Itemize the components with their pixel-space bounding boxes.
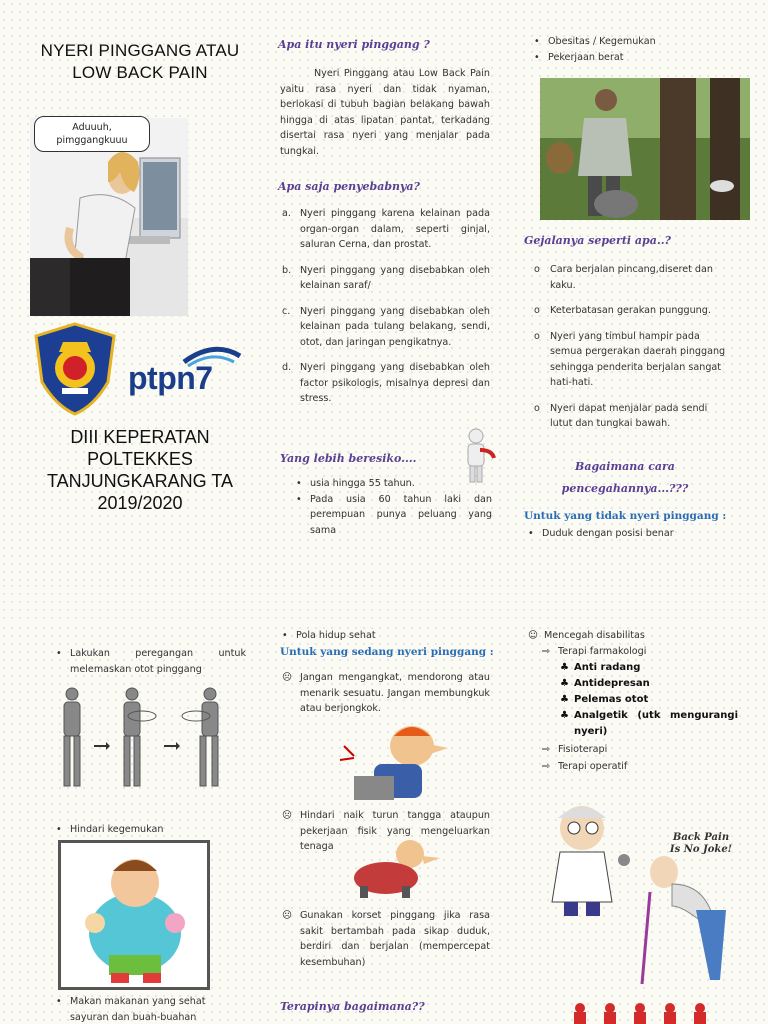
p2c1-list-a [56,646,246,677]
cause-item [282,206,490,253]
prevent-disability-item: ☺ Mencegah disabilitas [528,630,645,641]
cover-title: NYERI PINGGANG ATAU LOW BACK PAIN [40,41,240,82]
stretching-illustration [50,684,236,796]
therapy-item: ⇨ Fisioterapi [542,743,608,755]
therapy-sub-item: ♣ Pelemas otot [560,693,649,705]
p2c2-first-list [282,628,492,644]
risk-item: • Pada usia 60 tahun laki dan perempuan punya peluang yang sama [296,493,492,536]
ptpn7-logo-text: ptpn7 [128,360,213,396]
what-heading: Apa itu nyeri pinggang ? [278,38,430,51]
prevent-heading: Bagaimana cara pencegahannya...??? [561,460,689,495]
pain-item: ☹ Jangan mengangkat, mendorong atau menarik sesuatu. Jangan membungkuk atau berjongkok. [282,672,490,714]
cause-item [282,360,490,407]
cause-item [282,263,490,294]
pain-item: ☹ Hindari naik turun tangga ataupun pekerjaan fisik yang mengeluarkan tenaga [282,810,490,852]
what-text: Nyeri Pinggang atau Low Back Pain yaitu rasa nyeri dan tidak nyaman, berlokasi di tubuh bagian belakang bawah hingga di atas lipatan pantat, terkadang disertai rasa nyeri yang menjalar pada tungkai. [280,68,490,157]
old-man-cartoon [636,830,736,990]
symptom-item: o Nyeri dapat menjalar pada sendi lutut dan tungkai bawah. [534,402,708,429]
org-title: DIII KEPERATAN POLTEKKES TANJUNGKARANG TA 2019/2020 [46,427,234,513]
prevent-disability-list [528,628,738,644]
cause-mark: a. [282,208,291,219]
lifting-man-cartoon [346,834,446,900]
risk-item: • usia hingga 55 tahun. [296,478,415,489]
therapy-sub-item: ♣ Analgetik (utk mengurangi nyeri) [560,709,738,737]
pain-list-a [282,670,490,717]
no-pain-heading: Untuk yang tidak nyeri pinggang : [524,510,727,522]
pain-heading: Untuk yang sedang nyeri pinggang : [280,646,494,658]
no-pain-item: • Duduk dengan posisi benar [528,528,674,539]
ptpn7-logo [126,344,244,404]
rubber-tapper-photo [540,78,750,220]
p2c2-first-item: • Pola hidup sehat [282,630,376,641]
therapy-sub-item: ♣ Anti radang [560,661,641,673]
cause-text: Nyeri pinggang yang disebabkan oleh kelainan saraf/ [300,264,490,291]
p2c1-item: • Hindari kegemukan [56,824,164,835]
cause-item [282,304,490,351]
cause-mark: b. [282,264,292,276]
cause-mark: d. [282,362,292,373]
cause-text: Nyeri pinggang yang disebabkan oleh kelainan pada tulang belakang, sendi, otot, dan jaringan pengikatnya. [300,305,490,348]
risk-more-item: • Pekerjaan berat [534,51,624,63]
therapy-sub-list [542,660,738,740]
risk-list [296,476,492,538]
angry-man-cartoon [334,716,458,810]
causes-list [282,206,490,407]
symptoms-list [534,262,732,432]
symptom-item: o Nyeri yang timbul hampir pada semua pergerakan daerah pinggang sehingga penderita berjalan sangat hati-hati. [534,330,726,388]
speech-bubble-text: Aduuuh, pimggangkuuu [56,122,128,146]
therapy-heading: Terapinya bagaimana?? [280,1000,425,1013]
risk-heading: Yang lebih beresiko.... [280,452,417,465]
p2c1-list-b [56,822,246,838]
fat-boy-cartoon [58,840,210,990]
symptom-item: o Keterbatasan gerakan punggung. [534,305,711,316]
p2c1-item: • Lakukan peregangan untuk melemaskan otot pinggang [56,648,246,675]
causes-heading: Apa saja penyebabnya? [278,180,420,193]
cartoon-caption: Back Pain Is No Joke! [669,832,733,855]
speech-bubble [34,116,150,152]
therapy-item: ⇨ Terapi operatif [542,761,628,772]
p2c1-item: • Makan makanan yang sehat sayuran dan buah-buahan [56,996,206,1023]
risk-more-item: • Obesitas / Kegemukan [534,36,656,47]
poltekkes-logo [34,322,116,416]
symptom-item: o Cara berjalan pincang,diseret dan kaku. [534,264,713,291]
therapy-item: ⇨ Terapi farmakologi [542,646,647,657]
therapy-sub-item: ♣ Antidepresan [560,677,650,689]
cause-text: Nyeri pinggang karena kelainan pada organ-organ dalam, seperti ginjal, saluran Cerna, dan prostat. [300,208,490,250]
p2c1-list-c [56,994,246,1024]
doctor-cartoon [540,800,640,922]
pain-list-c [282,908,490,970]
cause-mark: c. [282,305,291,317]
risk-more-list [534,34,734,65]
cause-text: Nyeri pinggang yang disebabkan oleh factor psikologis, misalnya depresi dan stress. [300,362,490,404]
symptoms-heading: Gejalanya seperti apa..? [524,234,671,247]
page-divider [0,582,768,622]
pain-item: ☹ Gunakan korset pinggang jika rasa sakit bertambah pada sikap duduk, berdiri dan berjalan (mempercepat kesembuhan) [282,910,490,968]
people-chain-icon [566,1000,716,1024]
no-pain-list [528,526,738,542]
therapy-list [542,644,738,775]
